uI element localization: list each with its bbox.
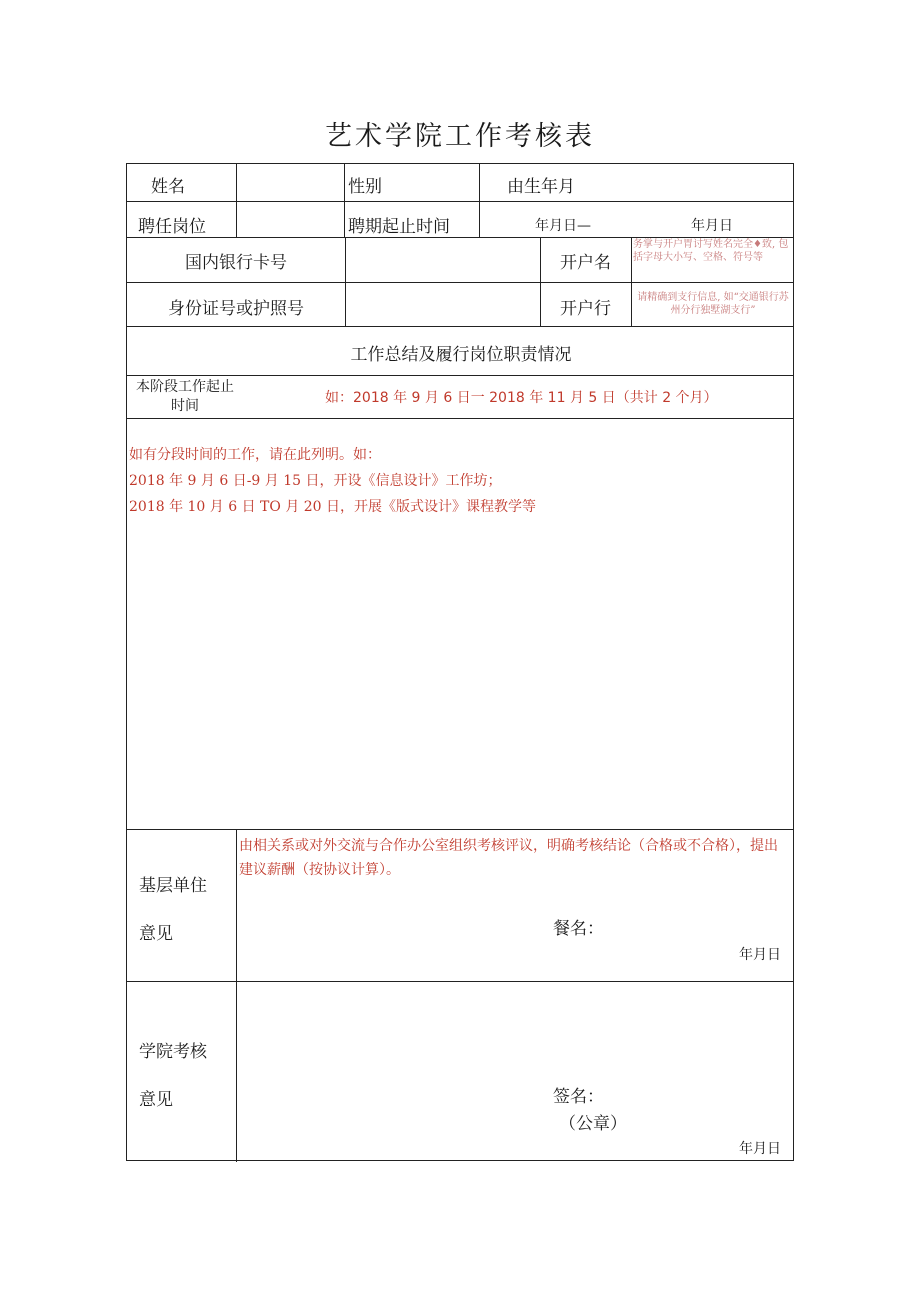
term-end-date[interactable]: 年月日 bbox=[691, 218, 733, 234]
unit-opinion-area[interactable] bbox=[237, 830, 793, 981]
id-number-label: 身份证号或护照号 bbox=[168, 299, 304, 319]
bank-branch-note: 请精确到支行信息, 如“交通银行苏州分行独墅湖支行” bbox=[637, 292, 789, 316]
gender-field[interactable] bbox=[387, 164, 477, 201]
college-date-label: 年月日 bbox=[739, 1141, 781, 1157]
account-name-label: 开户名 bbox=[560, 253, 611, 273]
rule bbox=[631, 237, 632, 326]
bank-card-label: 国内银行卡号 bbox=[185, 253, 287, 273]
summary-line: 2018 年 9 月 6 日-9 月 15 日，开设《信息设计》工作坊； bbox=[129, 473, 502, 489]
rule bbox=[127, 201, 793, 202]
unit-sign-label: 餐名： bbox=[553, 919, 604, 939]
college-opinion-label-2: 意见 bbox=[139, 1090, 173, 1110]
position-field[interactable] bbox=[237, 202, 343, 237]
bank-branch-label: 开户行 bbox=[560, 299, 611, 319]
term-label: 聘期起止时间 bbox=[348, 217, 450, 237]
rule bbox=[540, 237, 541, 326]
bank-card-field[interactable] bbox=[346, 238, 539, 282]
name-field[interactable] bbox=[237, 164, 343, 201]
summary-line: 2018 年 10 月 6 日 TO 月 20 日，开展《版式设计》课程教学等 bbox=[129, 499, 537, 515]
form-title: 艺术学院工作考核表 bbox=[325, 121, 595, 152]
unit-date-label: 年月日 bbox=[739, 947, 781, 963]
period-value[interactable]: 如：2018 年 9 月 6 日一 2018 年 11 月 5 日（共计 2 个月） bbox=[325, 390, 718, 406]
term-start-date[interactable]: 年月日— bbox=[535, 218, 591, 234]
unit-opinion-instruction: 由相关系或对外交流与合作办公室组织考核评议，明确考核结论（合格或不合格），提出建议薪酬（按协议计算）。 bbox=[239, 838, 778, 878]
name-label: 姓名 bbox=[151, 177, 185, 197]
rule bbox=[127, 375, 793, 376]
assessment-form bbox=[126, 163, 794, 1161]
college-opinion-label: 学院考核 bbox=[139, 1042, 207, 1062]
gender-label: 性别 bbox=[348, 177, 382, 197]
college-seal-label: （公章） bbox=[559, 1114, 627, 1134]
unit-opinion-label: 基层单住 bbox=[139, 876, 207, 896]
unit-opinion-label-2: 意见 bbox=[139, 924, 173, 944]
rule bbox=[344, 164, 345, 237]
period-label: 本阶段工作起止时间 bbox=[136, 379, 234, 414]
account-name-note: 务掌与开户胃讨写姓名完全♦致, 包括字母大小写、空格、符号等 bbox=[633, 239, 789, 263]
position-label: 聘任岗位 bbox=[138, 217, 206, 237]
summary-line: 如有分段时间的工作，请在此列明。如： bbox=[129, 447, 381, 463]
id-number-field[interactable] bbox=[346, 283, 539, 326]
birth-label: 由生年月 bbox=[507, 177, 575, 197]
college-opinion-area[interactable] bbox=[237, 982, 793, 1161]
work-summary-area[interactable] bbox=[127, 419, 793, 829]
college-sign-label: 签名： bbox=[553, 1087, 604, 1107]
section-heading: 工作总结及履行岗位职责情况 bbox=[350, 345, 572, 365]
rule bbox=[479, 164, 480, 237]
birth-field[interactable] bbox=[607, 164, 793, 201]
rule bbox=[127, 326, 793, 327]
